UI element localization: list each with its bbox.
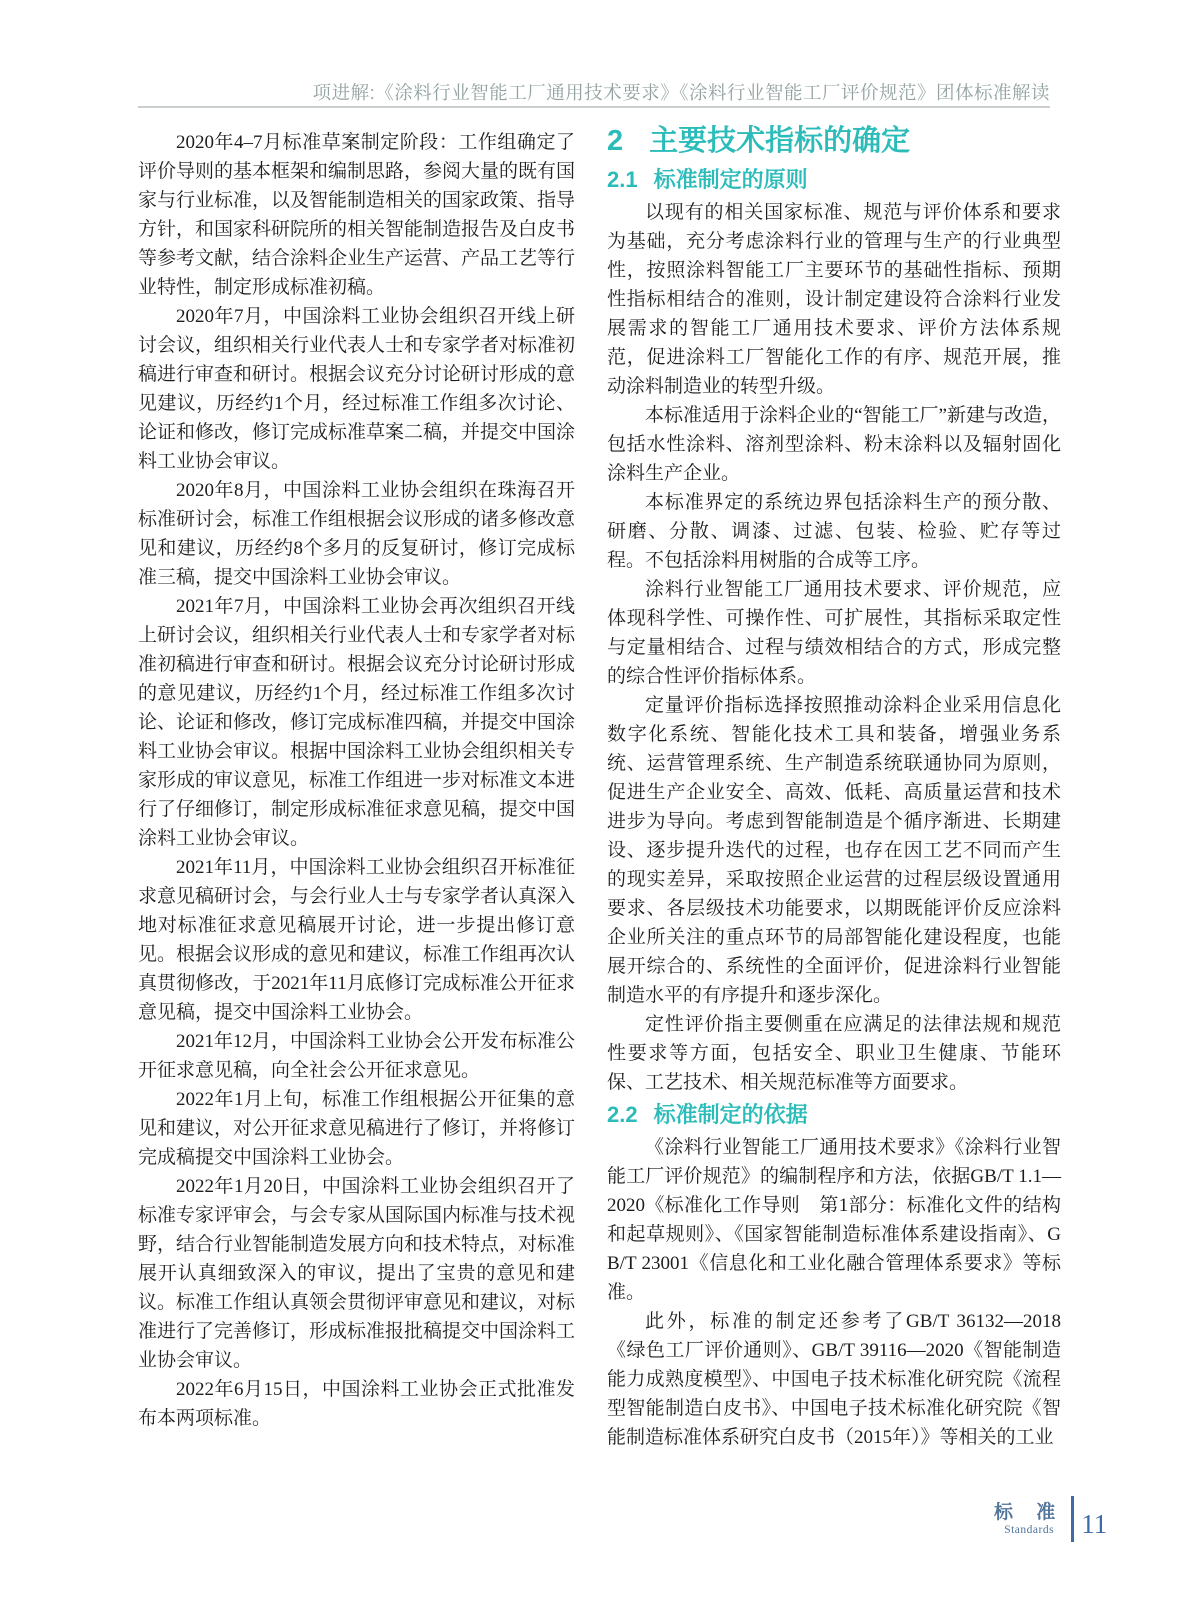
- subsection-heading-2-1: [607, 164, 1061, 195]
- subsection-title: 标准制定的原则: [653, 167, 808, 192]
- paragraph-basis-1: 《涂料行业智能工厂通用技术要求》《涂料行业智能工厂评价规范》的编制程序和方法，依据GB/T 1.1—2020《标准化工作导则 第1部分：标准化文件的结构和起草规则》、《国家智能制造标准体系建设指南》、GB/T 23001《信息化和工业化融合管理体系要求》等标准。: [607, 1137, 1061, 1303]
- paragraph-2021-11: 2021年11月，中国涂料工业协会组织召开标准征求意见稿研讨会，与会行业人士与专家学者认真深入地对标准征求意见稿展开讨论，进一步提出修订意见。根据会议形成的意见和建议，标准工作组再次认真贯彻修改，于2021年11月底修订完成标准公开征求意见稿，提交中国涂料工业协会。: [138, 857, 576, 1023]
- page-number: 11: [1081, 1508, 1108, 1539]
- subsection-number: 2.1: [607, 167, 638, 192]
- paragraph-basis-2: 此外，标准的制定还参考了GB/T 36132—2018《绿色工厂评价通则》、GB/T 39116—2020《智能制造能力成熟度模型》、中国电子技术标准化研究院《流程型智能制造白皮书》、中国电子技术标准化研究院《智能制造标准体系研究白皮书（2015年）》等相关的工业: [607, 1311, 1061, 1448]
- subsection-heading-2-2: [607, 1099, 1061, 1130]
- paragraph-principles-5: 定量评价指标选择按照推动涂料企业采用信息化数字化系统、智能化技术工具和装备，增强业务系统、运营管理系统、生产制造系统联通协同为原则，促进生产企业安全、高效、低耗、高质量运营和技术进步为导向。考虑到智能制造是个循序渐进、长期建设、逐步提升迭代的过程，也存在因工艺不同而产生的现实差异，采取按照企业运营的过程层级设置通用要求、各层级技术功能要求，以期既能评价反应涂料企业所关注的重点环节的局部智能化建设程度，也能展开综合的、系统性的全面评价，促进涂料行业智能制造水平的有序提升和逐步深化。: [607, 695, 1061, 1006]
- journal-mark: [994, 1502, 1071, 1537]
- paragraph-2020-07: 2020年7月，中国涂料工业协会组织召开线上研讨会议，组织相关行业代表人士和专家学者对标准初稿进行审查和研讨。根据会议充分讨论研讨形成的意见建议，历经约1个月，经过标准工作组多次讨论、论证和修改，修订完成标准草案二稿，并提交中国涂料工业协会审议。: [138, 306, 576, 472]
- paragraph-2021-07: 2021年7月，中国涂料工业协会再次组织召开线上研讨会议，组织相关行业代表人士和专家学者对标准初稿进行审查和研讨。根据会议充分讨论研讨形成的意见建议，历经约1个月，经过标准工作组多次讨论、论证和修改，修订完成标准四稿，并提交中国涂料工业协会审议。根据中国涂料工业协会组织相关专家形成的审议意见，标准工作组进一步对标准文本进行了仔细修订，制定形成标准征求意见稿，提交中国涂料工业协会审议。: [138, 596, 576, 849]
- section-heading-2: [607, 122, 1061, 160]
- right-column: [607, 122, 1061, 1452]
- subsection-number: 2.2: [607, 1102, 638, 1127]
- paragraph-2022-01-early: 2022年1月上旬，标准工作组根据公开征集的意见和建议，对公开征求意见稿进行了修订，并将修订完成稿提交中国涂料工业协会。: [138, 1089, 576, 1168]
- paragraph-principles-4: 涂料行业智能工厂通用技术要求、评价规范，应体现科学性、可操作性、可扩展性，其指标采取定性与定量相结合、过程与绩效相结合的方式，形成完整的综合性评价指标体系。: [607, 579, 1061, 687]
- paragraph-2021-12: 2021年12月，中国涂料工业协会公开发布标准公开征求意见稿，向全社会公开征求意见。: [138, 1031, 576, 1081]
- journal-name-en: Standards: [1004, 1523, 1055, 1536]
- section-number: 2: [607, 125, 624, 157]
- paragraph-principles-2: 本标准适用于涂料企业的“智能工厂”新建与改造，包括水性涂料、溶剂型涂料、粉末涂料以及辐射固化涂料生产企业。: [607, 405, 1061, 484]
- subsection-title: 标准制定的依据: [653, 1102, 808, 1127]
- paragraph-principles-6: 定性评价指主要侧重在应满足的法律法规和规范性要求等方面，包括安全、职业卫生健康、节能环保、工艺技术、相关规范标准等方面要求。: [607, 1014, 1061, 1093]
- paragraph-2022-06-15: 2022年6月15日，中国涂料工业协会正式批准发布本两项标准。: [138, 1379, 575, 1429]
- paragraph-2022-01-20: 2022年1月20日，中国涂料工业协会组织召开了标准专家评审会，与会专家从国际国内标准与技术视野，结合行业智能制造发展方向和技术特点，对标准展开认真细致深入的审议，提出了宝贵的意见和建议。标准工作组认真领会贯彻评审意见和建议，对标准进行了完善修订，形成标准报批稿提交中国涂料工业协会审议。: [138, 1176, 576, 1371]
- paragraph-2020-08: 2020年8月，中国涂料工业协会组织在珠海召开标准研讨会，标准工作组根据会议形成的诸多修改意见和建议，历经约8个多月的反复研讨，修订完成标准三稿，提交中国涂料工业协会审议。: [138, 480, 576, 588]
- section-title: 主要技术指标的确定: [649, 125, 911, 157]
- paragraph-principles-1: 以现有的相关国家标准、规范与评价体系和要求为基础，充分考虑涂料行业的管理与生产的行业典型性，按照涂料智能工厂主要环节的基础性指标、预期性指标相结合的准则，设计制定建设符合涂料行业发展需求的智能工厂通用技术要求、评价方法体系规范，促进涂料工厂智能化工作的有序、规范开展，推动涂料制造业的转型升级。: [607, 202, 1061, 397]
- journal-name-cn: 标 准: [994, 1501, 1065, 1523]
- paragraph-history-draft: 2020年4–7月标准草案制定阶段：工作组确定了评价导则的基本框架和编制思路，参阅大量的既有国家与行业标准，以及智能制造相关的国家政策、指导方针，和国家科研院所的相关智能制造报告及白皮书等参考文献，结合涂料企业生产运营、产品工艺等行业特性，制定形成标准初稿。: [138, 132, 576, 298]
- running-header: 项进解:《涂料行业智能工厂通用技术要求》《涂料行业智能工厂评价规范》团体标准解读: [312, 82, 1050, 103]
- paragraph-principles-3: 本标准界定的系统边界包括涂料生产的预分散、研磨、分散、调漆、过滤、包装、检验、贮存等过程。不包括涂料用树脂的合成等工序。: [607, 492, 1061, 571]
- page-footer: [994, 1496, 1107, 1542]
- header-divider: [138, 106, 1050, 108]
- left-column: [138, 128, 575, 1433]
